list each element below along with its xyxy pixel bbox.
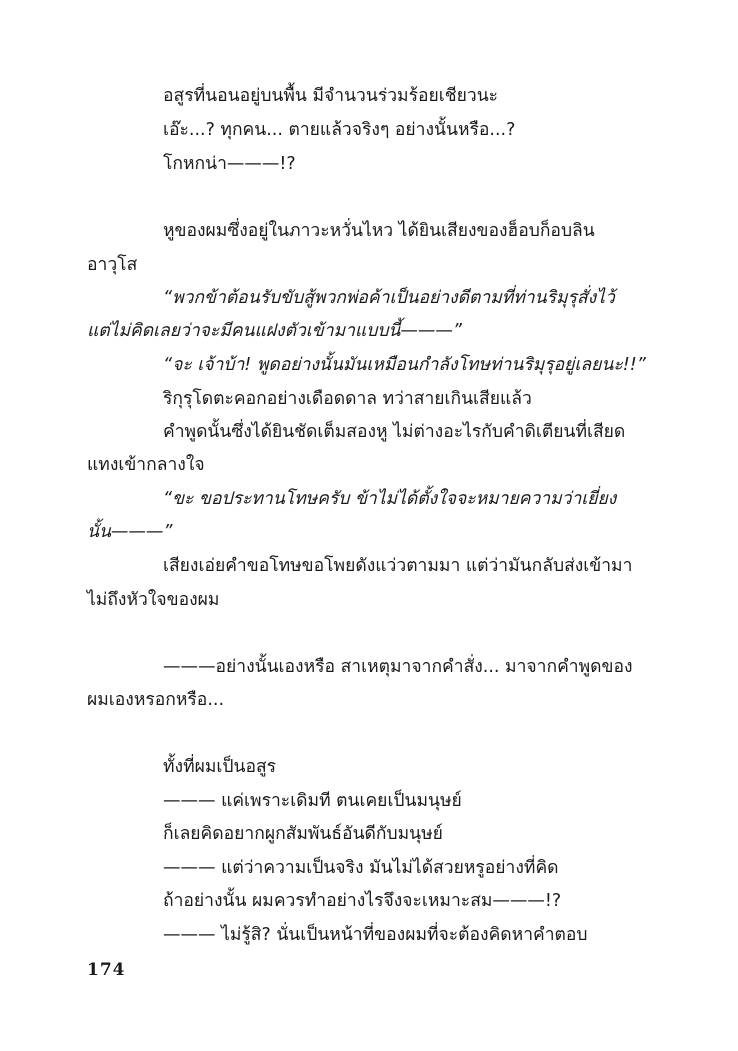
text-line: ทั้งที่ผมเป็นอสูร [163,757,277,777]
text-line: โกหกน่า———!? [163,154,296,174]
text-line: ผมเองหรอกหรือ... [87,690,225,710]
page-number: 174 [87,960,126,980]
text-line: ริกุรุโดตะคอกอย่างเดือดดาล ทว่าสายเกินเสียแล้ว [163,389,532,409]
dialogue-line: “ขะ ขอประทานโทษครับ ข้าไม่ได้ตั้งใจจะหมายความว่าเยี่ยง [163,489,617,509]
text-line: แทงเข้ากลางใจ [87,455,205,475]
dialogue-line: “จะ เจ้าบ้า! พูดอย่างนั้นมันเหมือนกำลังโทษท่านริมุรุอยู่เลยนะ!!” [163,355,646,375]
text-line: คำพูดนั้นซึ่งได้ยินชัดเต็มสองหู ไม่ต่างอะไรกับคำดิเตียนที่เสียด [163,422,626,442]
text-line: อาวุโส [87,255,138,275]
text-line: หูของผมซึ่งอยู่ในภาวะหวั่นไหว ได้ยินเสียงของฮ็อบก็อบลิน [163,221,595,241]
text-line: ก็เลยคิดอยากผูกสัมพันธ์อันดีกับมนุษย์ [163,824,443,844]
text-line: เสียงเอ่ยคำขอโทษขอโพยดังแว่วตามมา แต่ว่ามันกลับส่งเข้ามา [163,556,633,576]
text-line: ———อย่างนั้นเองหรือ สาเหตุมาจากคำสั่ง... มาจากคำพูดของ [163,657,633,677]
dialogue-line: “พวกข้าต้อนรับขับสู้พวกพ่อค้าเป็นอย่างดีตามที่ท่านริมุรุสั่งไว้ [163,288,615,308]
text-line: ถ้าอย่างนั้น ผมควรทำอย่างไรจึงจะเหมาะสม———!? [163,891,562,911]
text-line: ——— แค่เพราะเดิมที ตนเคยเป็นมนุษย์ [163,791,462,811]
text-line: ไม่ถึงหัวใจของผม [87,590,220,610]
text-line: เอ๊ะ...? ทุกคน... ตายแล้วจริงๆ อย่างนั้นหรือ...? [163,120,516,140]
text-line: ——— แต่ว่าความเป็นจริง มันไม่ได้สวยหรูอย่างที่คิด [163,858,559,878]
dialogue-line: นั้น———” [87,522,173,542]
dialogue-line: แต่ไม่คิดเลยว่าจะมีคนแฝงตัวเข้ามาแบบนี้———” [87,321,462,341]
text-line: ——— ไม่รู้สิ? นั่นเป็นหน้าที่ของผมที่จะต้องคิดหาคำตอบ [163,925,588,945]
text-line: อสูรที่นอนอยู่บนพื้น มีจำนวนร่วมร้อยเชียวนะ [163,86,499,106]
